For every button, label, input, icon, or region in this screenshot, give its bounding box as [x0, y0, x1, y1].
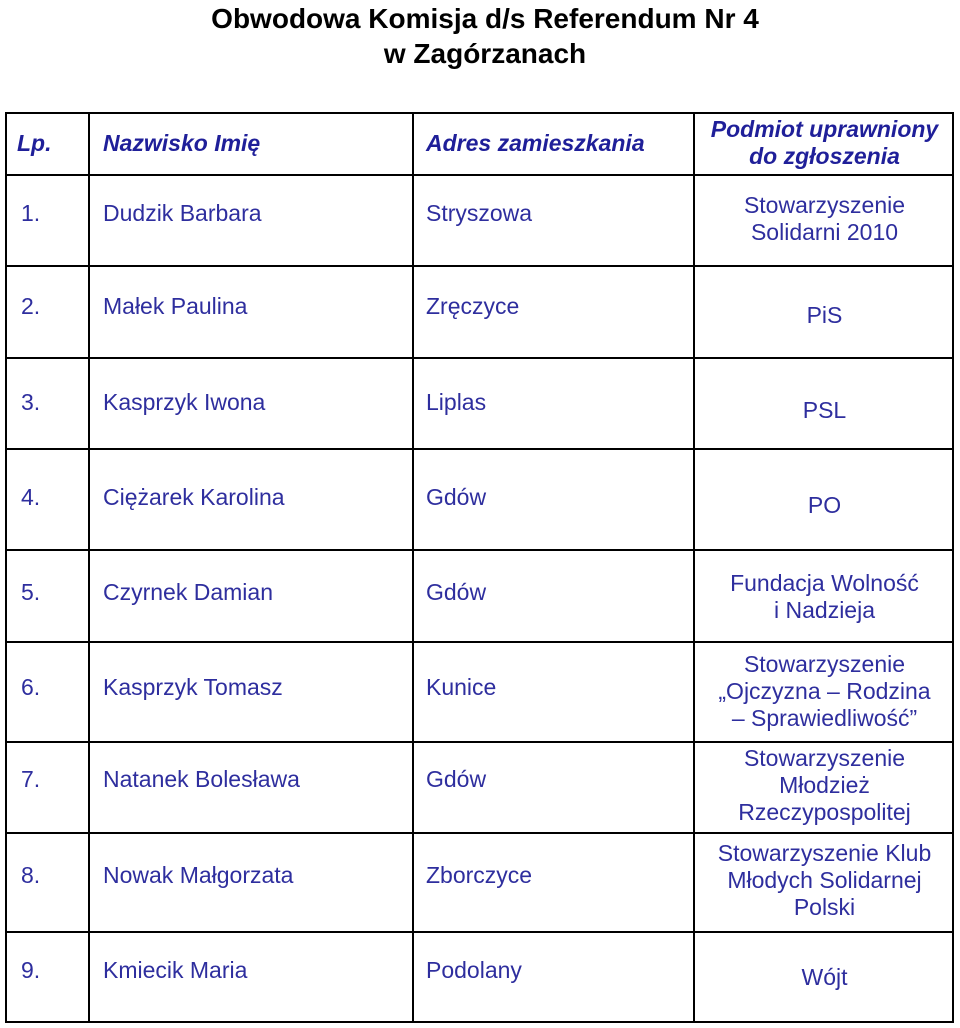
- row-7-entity-line1: Stowarzyszenie: [743, 745, 906, 771]
- row-5-address: Gdów: [426, 579, 487, 605]
- row-5-name: Czyrnek Damian: [103, 579, 273, 605]
- row-1-name: Dudzik Barbara: [103, 200, 262, 226]
- row-5-entity-line2: i Nadzieja: [774, 597, 875, 623]
- row-3-address: Liplas: [426, 389, 487, 415]
- row-divider: [7, 357, 952, 359]
- row-1-entity-line2: Solidarni 2010: [750, 219, 899, 245]
- row-9-address: Podolany: [426, 957, 522, 983]
- row-3-name: Kasprzyk Iwona: [103, 389, 266, 415]
- row-divider: [7, 641, 952, 643]
- row-divider: [7, 448, 952, 450]
- document-title-line1: Obwodowa Komisja d/s Referendum Nr 4: [211, 3, 759, 34]
- row-2-entity: PiS: [806, 302, 843, 328]
- document-title-line2: w Zagórzanach: [383, 38, 587, 69]
- column-divider: [88, 114, 90, 1021]
- row-7-lp: 7.: [21, 766, 41, 792]
- row-divider: [7, 931, 952, 933]
- row-8-lp: 8.: [21, 862, 41, 888]
- row-5-lp: 5.: [21, 579, 41, 605]
- row-4-name: Ciężarek Karolina: [103, 484, 285, 510]
- row-8-name: Nowak Małgorzata: [103, 862, 294, 888]
- header-entity: [695, 116, 954, 170]
- row-1-entity: [695, 192, 954, 246]
- row-6-entity-line3: – Sprawiedliwość”: [731, 705, 918, 731]
- row-5-entity: [695, 570, 954, 624]
- row-2-address: Zręczyce: [426, 293, 520, 319]
- row-8-address: Zborczyce: [426, 862, 533, 888]
- row-6-entity-line2: „Ojczyzna – Rodzina: [718, 678, 931, 704]
- row-1-lp: 1.: [21, 200, 41, 226]
- row-8-entity-line2: Młodych Solidarnej: [727, 867, 922, 893]
- row-9-entity: Wójt: [801, 964, 848, 990]
- row-7-address: Gdów: [426, 766, 487, 792]
- commission-table: [5, 112, 954, 1023]
- column-divider: [412, 114, 414, 1021]
- row-2-lp: 2.: [21, 293, 41, 319]
- row-divider: [7, 265, 952, 267]
- row-9-name: Kmiecik Maria: [103, 957, 248, 983]
- row-2-name: Małek Paulina: [103, 293, 248, 319]
- row-divider: [7, 741, 952, 743]
- row-7-entity-line3: Rzeczypospolitej: [738, 799, 911, 825]
- row-7-entity: [695, 745, 954, 826]
- row-9-lp: 9.: [21, 957, 41, 983]
- row-1-address: Stryszowa: [426, 200, 533, 226]
- row-3-lp: 3.: [21, 389, 41, 415]
- header-name: Nazwisko Imię: [103, 130, 261, 156]
- row-1-entity-line1: Stowarzyszenie: [743, 192, 906, 218]
- row-8-entity: [695, 840, 954, 921]
- row-3-entity: PSL: [802, 397, 847, 423]
- header-entity-line2: do zgłoszenia: [749, 143, 900, 169]
- row-6-entity-line1: Stowarzyszenie: [743, 651, 906, 677]
- row-divider: [7, 832, 952, 834]
- row-divider: [7, 549, 952, 551]
- row-6-entity: [695, 651, 954, 732]
- row-divider: [7, 174, 952, 176]
- header-address: Adres zamieszkania: [426, 130, 645, 156]
- row-7-entity-line2: Młodzież: [779, 772, 870, 798]
- row-6-address: Kunice: [426, 674, 497, 700]
- row-6-name: Kasprzyk Tomasz: [103, 674, 283, 700]
- header-lp: Lp.: [17, 130, 52, 156]
- row-5-entity-line1: Fundacja Wolność: [730, 570, 919, 596]
- row-8-entity-line3: Polski: [793, 894, 856, 920]
- header-entity-line1: Podmiot uprawniony: [710, 116, 939, 142]
- row-7-name: Natanek Bolesława: [103, 766, 300, 792]
- row-6-lp: 6.: [21, 674, 41, 700]
- row-4-lp: 4.: [21, 484, 41, 510]
- row-4-address: Gdów: [426, 484, 487, 510]
- row-4-entity: PO: [807, 492, 842, 518]
- row-8-entity-line1: Stowarzyszenie Klub: [717, 840, 932, 866]
